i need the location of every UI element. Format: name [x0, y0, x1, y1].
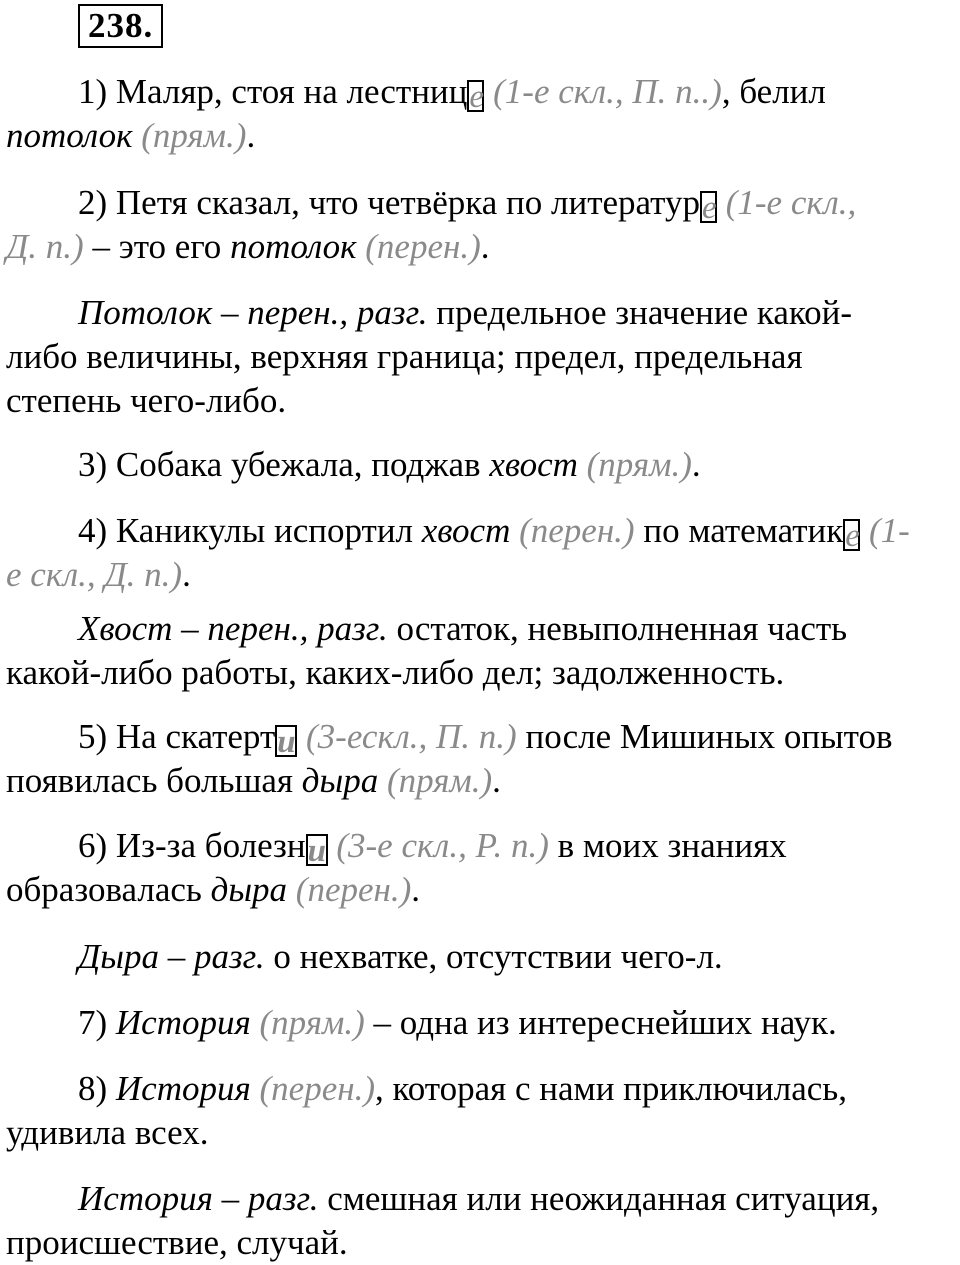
- sentence-1: [6, 70, 958, 158]
- ending-box: е: [845, 518, 860, 554]
- definition-istoriya: [6, 1177, 958, 1265]
- punctuation: .: [492, 761, 501, 800]
- key-word: дыра: [301, 761, 379, 800]
- definition-term: Потолок – перен., разг.: [78, 293, 428, 332]
- ending-box: и: [277, 724, 296, 760]
- grammar-note: е скл., Д. п.): [6, 555, 183, 594]
- sentence-text: в моих знаниях: [548, 826, 787, 865]
- definition-text: предельное значение какой-: [427, 293, 852, 332]
- punctuation: .: [182, 555, 191, 594]
- grammar-note: (1-: [869, 511, 910, 550]
- sentence-text: – одна из интереснейших наук.: [364, 1003, 837, 1042]
- sentence-2: [6, 181, 958, 269]
- grammar-note: (1-е скл.,: [725, 183, 857, 222]
- sentence-text: 6) Из-за болезн: [78, 826, 306, 865]
- sentence-text: образовалась: [6, 870, 211, 909]
- grammar-note: (1-е скл., П. п..): [493, 72, 722, 111]
- punctuation: .: [411, 870, 421, 909]
- key-word: История: [115, 1003, 251, 1042]
- sentence-5: [6, 715, 958, 803]
- meaning-note: (перен.): [519, 511, 635, 550]
- sentence-text: удивила всех.: [6, 1113, 209, 1152]
- sentence-text: 8): [78, 1069, 116, 1108]
- meaning-note: (прям.): [386, 761, 493, 800]
- meaning-note: (прям.): [259, 1003, 365, 1042]
- sentence-text: 5) На скатерт: [78, 717, 276, 756]
- definition-text: либо величины, верхняя граница; предел, предельная: [6, 337, 803, 376]
- definition-dyra: [6, 935, 958, 979]
- exercise-number: 238.: [78, 4, 163, 48]
- sentence-text: 7): [78, 1003, 116, 1042]
- key-word: хвост: [421, 511, 511, 550]
- definition-text: остаток, невыполненная часть: [387, 609, 848, 648]
- punctuation: .: [480, 227, 490, 266]
- key-word: потолок: [230, 227, 357, 266]
- sentence-6: [6, 824, 958, 912]
- sentence-text: появилась большая: [6, 761, 302, 800]
- definition-term: Хвост – перен., разг.: [78, 609, 388, 648]
- ending-box: е: [469, 79, 485, 115]
- ending-box: е: [702, 190, 717, 226]
- definition-khvost: [6, 607, 958, 695]
- ending-box: и: [307, 833, 326, 869]
- definition-text: о нехватке, отсутствии чего-л.: [264, 937, 723, 976]
- grammar-note: (3-ескл., П. п.): [306, 717, 517, 756]
- sentence-8: [6, 1067, 958, 1155]
- meaning-note: (перен.): [295, 870, 412, 909]
- sentence-text: – это его: [83, 227, 231, 266]
- grammar-note: (3-е скл., Р. п.): [336, 826, 549, 865]
- punctuation: .: [246, 116, 256, 155]
- meaning-note: (прям.): [141, 116, 247, 155]
- sentence-text: по математик: [634, 511, 844, 550]
- key-word: История: [115, 1069, 251, 1108]
- definition-text: какой-либо работы, каких-либо дел; задолженность.: [6, 653, 785, 692]
- key-word: хвост: [489, 445, 578, 484]
- definition-term: История – разг.: [78, 1179, 319, 1218]
- sentence-text: , белил: [721, 72, 826, 111]
- meaning-note: (перен.): [259, 1069, 376, 1108]
- key-word: дыра: [210, 870, 288, 909]
- sentence-text: 4) Каникулы испортил: [78, 511, 422, 550]
- definition-text: происшествие, случай.: [6, 1223, 348, 1262]
- sentence-text: 1) Маляр, стоя на лестниц: [78, 72, 468, 111]
- grammar-note: Д. п.): [6, 227, 84, 266]
- meaning-note: (прям.): [586, 445, 692, 484]
- sentence-text: , которая с нами приключилась,: [375, 1069, 848, 1108]
- definition-potolok: [6, 291, 958, 423]
- punctuation: .: [691, 445, 701, 484]
- meaning-note: (перен.): [365, 227, 481, 266]
- key-word: потолок: [6, 116, 133, 155]
- sentence-4: [6, 509, 958, 597]
- sentence-text: 2) Петя сказал, что четвёрка по литератур: [78, 183, 700, 222]
- definition-term: Дыра – разг.: [78, 937, 265, 976]
- sentence-3: [6, 443, 958, 487]
- sentence-7: [6, 1001, 958, 1045]
- sentence-text: 3) Собака убежала, поджав: [78, 445, 490, 484]
- definition-text: степень чего-либо.: [6, 381, 287, 420]
- sentence-text: после Мишиных опытов: [516, 717, 893, 756]
- definition-text: смешная или неожиданная ситуация,: [318, 1179, 880, 1218]
